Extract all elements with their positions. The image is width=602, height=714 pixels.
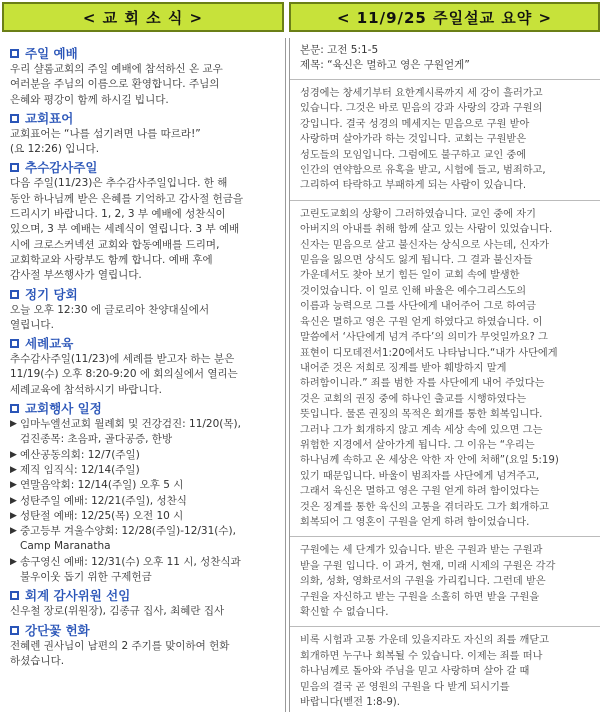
square-bullet-icon bbox=[10, 290, 19, 299]
sermon-column bbox=[289, 38, 600, 712]
event-list bbox=[10, 417, 277, 585]
event-item: ▶ 송구영신 예배: 12/31(수) 오후 11 시, 성찬식과 불우이웃 돕기 위한 구제헌금 bbox=[10, 555, 241, 584]
sermon-passage: 본문: 고전 5:1-5 bbox=[300, 44, 379, 56]
church-news-column bbox=[2, 38, 286, 712]
section-body: 교회표어는 “나를 섬기려면 나를 따르라!” (요 12:26) 입니다. bbox=[10, 127, 201, 156]
event-item: ▶ 임마누엘선교회 월례회 및 건강검진: 11/20(목), 검진종목: 초음파, 골다공증, 한방 bbox=[10, 418, 241, 446]
church-news-header: < 교 회 소 식 > bbox=[2, 2, 284, 32]
section-title-text: 강단꽃 헌화 bbox=[25, 622, 90, 638]
triangle-bullet-icon: ▶ bbox=[10, 510, 17, 521]
section-body: 우리 샬롬교회의 주일 예배에 참석하신 온 교우 여러분을 주님의 이름으로 환영합니다. 주님의 은혜와 평강이 함께 하시길 빕니다. bbox=[10, 63, 223, 106]
section-body: 다음 주일(11/23)은 추수감사주일입니다. 한 해 동안 하나님께 받은 은혜를 기억하고 감사절 헌금을 드리시기 바랍니다. 1, 2, 3 부 예배에 성찬식이 있으며, 3 부 예배는 세례식이 열립니다. 3 부 예배 시에 크로스커넥션 교회와 합동예배를 드리며, 교회학교와 사랑부도 함께 합니다. 예배 후에 감사절 부쓰행사가 열립니다. bbox=[10, 177, 244, 282]
section-title-text: 주일 예배 bbox=[25, 46, 78, 61]
section-title-text: 회계 감사위원 선임 bbox=[25, 588, 131, 604]
sermon-paragraph: 구원에는 세 단계가 있습니다. 받은 구원과 받는 구원과 받을 구원 입니다. 이 과거, 현재, 미래 시제의 구원은 각각 의화, 성화, 영화로서의 구원을 가리킵니다. 그런데 받은 구원을 자신하고 받는 구원을 소홀히 하면 받을 구원을 확신할 수 없습니다. bbox=[300, 545, 556, 618]
event-item: ▶ 연말음악회: 12/14(주일) 오후 5 시 bbox=[10, 478, 277, 493]
section-title bbox=[10, 587, 277, 604]
section-title bbox=[10, 110, 277, 127]
sermon-body bbox=[300, 86, 592, 710]
sermon-paragraph: 고린도교회의 상황이 그러하였습니다. 교인 중에 자기 아버지의 아내를 취해 함께 살고 있는 사람이 있었습니다. 신자는 믿음으로 살고 불신자는 상식으로 사는데, 신자가 믿음을 잃으면 상식도 잃게 됩니다. 그 결과 불신자들 가운데서도 찾아 보기 힘든 일이 교회 속에 발생한 것이었습니다. 이 일로 인해 바울은 예수그리스도의 이름과 능력으로 그를 사단에게 내어주어 그로 하여금 육신은 멸하고 영은 구원 얻게 하였다고 하였습니다. 이 말씀에서 ‘사단에게 넘겨 주다’의 의미가 무엇일까요? 그 표현이 디모데전서1:20에서도 나타납니다.“내가 사단에게 내어준 것은 저희로 징계를 받아 훼방하지 말게 하려함이니라.” 죄를 범한 자를 사단에게 내어 주었다는 것은 교회의 권징 중에 하나인 출교를 시행하였다는 뜻입니다. 물론 권징의 목적은 회개를 통한 회복입니다. 그러나 그가 회개하지 않고 계속 세상 속에 있으면 그는 위험한 지경에서 살아가게 됩니다. 그 이유는 “우리는 하나님께 속하고 온 세상은 악한 자 안에 처해”(요일 5:19) 있기 때문입니다. 바울이 범죄자를 사단에게 넘겨주고, 그래서 육신은 멸하고 영은 구원 얻게 하려 함이었다는 것은 징계를 통한 육신의 고통을 겪더라도 그가 회개하고 회복되어 그 영혼이 구원을 얻게 하려 함이었습니다. bbox=[300, 208, 559, 528]
section-title bbox=[10, 622, 277, 639]
triangle-bullet-icon: ▶ bbox=[10, 464, 17, 475]
section-title-text: 교회표어 bbox=[25, 110, 74, 126]
section-title-text: 정기 당회 bbox=[25, 286, 78, 302]
sermon-paragraph: 비록 시험과 고통 가운데 있을지라도 자신의 죄를 깨닫고 회개하면 누구나 회복될 수 있습니다. 이제는 죄를 떠나 하나님께로 돌아와 주님을 믿고 사랑하며 살아 갈 때 믿음의 결국 곧 영원의 구원을 다 받게 되시기를 바랍니다(벧전 1:8-9). bbox=[300, 635, 550, 709]
square-bullet-icon bbox=[10, 163, 19, 172]
section-body: 추수감사주일(11/23)에 세례를 받고자 하는 분은 11/19(수) 오후 8:20-9:20 에 회의실에서 열리는 세례교육에 참석하시기 바랍니다. bbox=[10, 353, 238, 396]
square-bullet-icon bbox=[10, 114, 19, 123]
section-title bbox=[10, 159, 277, 176]
divider bbox=[290, 626, 600, 627]
event-item: ▶ 성탄절 예배: 12/25(목) 오전 10 시 bbox=[10, 509, 277, 524]
square-bullet-icon bbox=[10, 626, 19, 635]
section-title bbox=[10, 286, 277, 303]
triangle-bullet-icon: ▶ bbox=[10, 495, 17, 506]
section-title-text: 교회행사 일정 bbox=[25, 401, 102, 417]
section-title bbox=[10, 335, 277, 352]
section-title bbox=[10, 45, 277, 62]
sermon-title: 제목: “육신은 멸하고 영은 구원얻게” bbox=[300, 59, 470, 71]
divider bbox=[290, 200, 600, 201]
event-item: ▶ 중고등부 겨울수양회: 12/28(주일)-12/31(수), Camp Maranatha bbox=[10, 525, 236, 553]
square-bullet-icon bbox=[10, 49, 19, 58]
triangle-bullet-icon: ▶ bbox=[10, 480, 17, 491]
divider bbox=[290, 536, 600, 537]
triangle-bullet-icon: ▶ bbox=[10, 556, 17, 567]
triangle-bullet-icon: ▶ bbox=[10, 419, 17, 430]
event-item: ▶ 예산공동의회: 12/7(주일) bbox=[10, 448, 277, 463]
divider bbox=[290, 79, 600, 80]
sermon-summary-header: < 11/9/25 주일설교 요약 > bbox=[289, 2, 600, 32]
sermon-paragraph: 성경에는 창세기부터 요한계시록까지 세 강이 흘러가고 있습니다. 그것은 바로 믿음의 강과 사랑의 강과 구원의 강입니다. 결국 성경의 메세지는 믿음으로 구원 받아 사랑하며 살아가라 하는 것입니다. 교회는 구원받은 성도들의 모임입니다. 그럼에도 불구하고 교인 중에 인간의 연약함으로 유혹을 받고, 시험에 들고, 범죄하고, 그리하여 타락하고 부패하게 되는 사람이 있습니다. bbox=[300, 88, 546, 192]
event-item: ▶ 성탄주일 예배: 12/21(주일), 성찬식 bbox=[10, 494, 277, 509]
section-title-text: 세례교육 bbox=[25, 336, 74, 352]
event-item: ▶ 제직 임직식: 12/14(주일) bbox=[10, 463, 277, 478]
section-body: 전혜렌 권사님이 남편의 2 주기를 맞이하여 헌화 하셨습니다. bbox=[10, 639, 230, 667]
triangle-bullet-icon: ▶ bbox=[10, 449, 17, 460]
square-bullet-icon bbox=[10, 591, 19, 600]
square-bullet-icon bbox=[10, 339, 19, 348]
section-body: 오늘 오후 12:30 에 글로리아 찬양대실에서 열립니다. bbox=[10, 303, 210, 331]
section-title-text: 추수감사주일 bbox=[25, 160, 98, 176]
square-bullet-icon bbox=[10, 404, 19, 413]
triangle-bullet-icon: ▶ bbox=[10, 526, 17, 537]
section-title bbox=[10, 400, 277, 417]
section-body: 신우철 장로(위원장), 김종규 집사, 최혜란 집사 bbox=[10, 605, 225, 618]
